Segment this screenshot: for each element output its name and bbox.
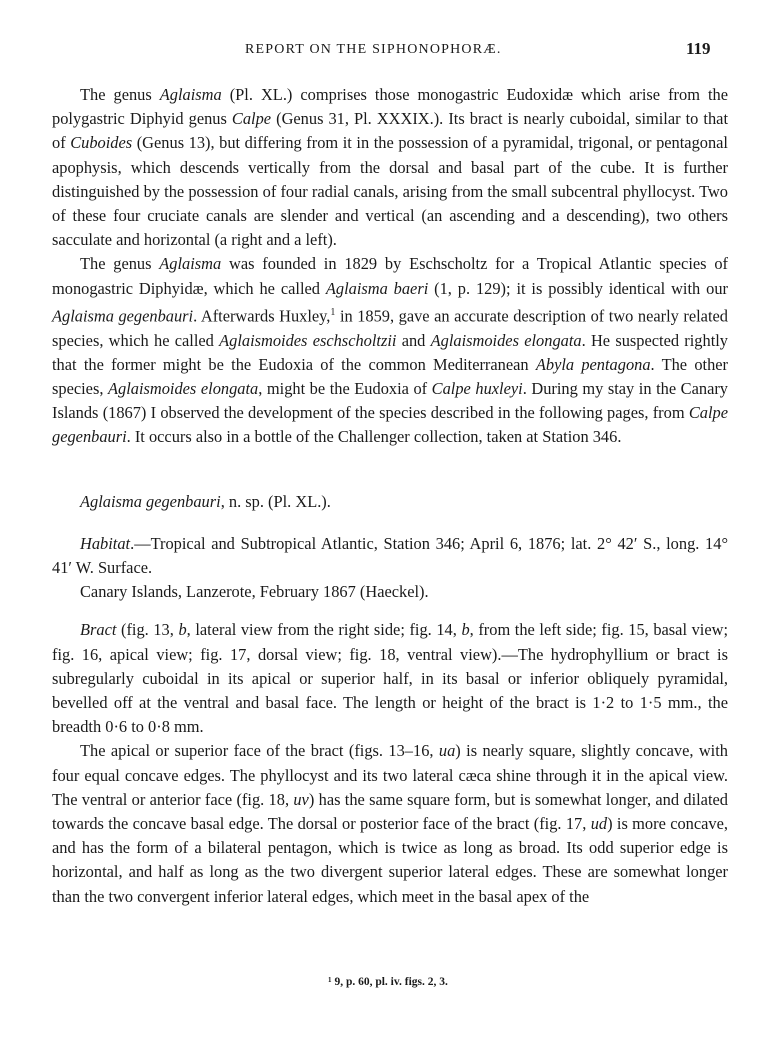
body-text [52,83,728,909]
paragraph-genus-history: The genus Aglaisma was founded in 1829 by Eschscholtz for a Tropical Atlantic species of monogastric Diphyidæ, which he called Aglaisma baeri (1, p. 129); it is possibly identical with our Aglaisma gegenbauri. Afterwards Huxley,$^1$ in 1859, gave an accurate description of two nearly related species, which he called Aglaismoides eschscholtzii and Aglaismoides elongata. He suspected rightly that the former might be the Eudoxia of the common Mediterranean Abyla pentagona. The other species, Aglaismoides elongata, might be the Eudoxia of Calpe huxleyi. During my stay in the Canary Islands (1867) I observed the development of the species described in the following pages, from Calpe gegenbauri. It occurs also in a bottle of the Challenger collection, taken at Station 346. [52,254,729,447]
paragraph-genus-description: The genus Aglaisma (Pl. XL.) comprises those monogastric Eudoxidæ which arise from the polygastric Diphyid genus Calpe (Genus 31, Pl. XXXIX.). Its bract is nearly cuboidal, similar to that of Cuboides (Genus 13), but differing from it in the possession of a pyramidal, trigonal, or pentagonal apophysis, which descends vertically from the dorsal and basal part of the cube. It is further distinguished by the possession of four radial canals, arising from the small subcentral phyllocyst. Two of these four cruciate canals are slender and vertical (an ascending and a descending), two others sacculate and horizontal (a right and a left). [52,85,729,250]
running-head: REPORT ON THE SIPHONOPHORÆ. [245,42,502,57]
page-header [0,39,776,66]
page-number: 119 [686,39,711,58]
paragraph-habitat-locality: Canary Islands, Lanzerote, February 1867 (Haeckel). [80,582,429,602]
paragraph-apical-face: The apical or superior face of the bract (figs. 13–16, ua) is nearly square, slightly concave, with four equal concave edges. The phyllocyst and its two lateral cæca shine through it in the apical view. The ventral or anterior face (fig. 18, uv) has the same square form, but is somewhat longer, and dilated towards the concave basal edge. The dorsal or posterior face of the bract (fig. 17, ud) is more concave, and has the form of a bilateral pentagon, which is twice as long as broad. Its odd superior edge is horizontal, and half as long as the two divergent superior lateral edges. These are somewhat longer than the two convergent inferior lateral edges, which meet in the basal apex of the [52,741,728,906]
paragraph-bract: Bract (fig. 13, b, lateral view from the right side; fig. 14, b, from the left side; fig. 15, basal view; fig. 16, apical view; fig. 17, dorsal view; fig. 18, ventral view).—The hydrophyllium or bract is subregularly cuboidal in its apical or superior half, in its basal or inferior obliquely pyramidal, bevelled off at the ventral and basal face. The length or height of the bract is 1·2 to 1·5 mm., the breadth 0·6 to 0·8 mm. [52,620,729,737]
paragraph-habitat: Habitat.—Tropical and Subtropical Atlantic, Station 346; April 6, 1876; lat. 2° 42′ S., long. 14° 41′ W. Surface. [52,533,728,577]
species-heading: Aglaisma gegenbauri, n. sp. (Pl. XL.). [80,491,331,511]
footnote: ¹ 9, p. 60, pl. iv. figs. 2, 3. [328,976,448,988]
